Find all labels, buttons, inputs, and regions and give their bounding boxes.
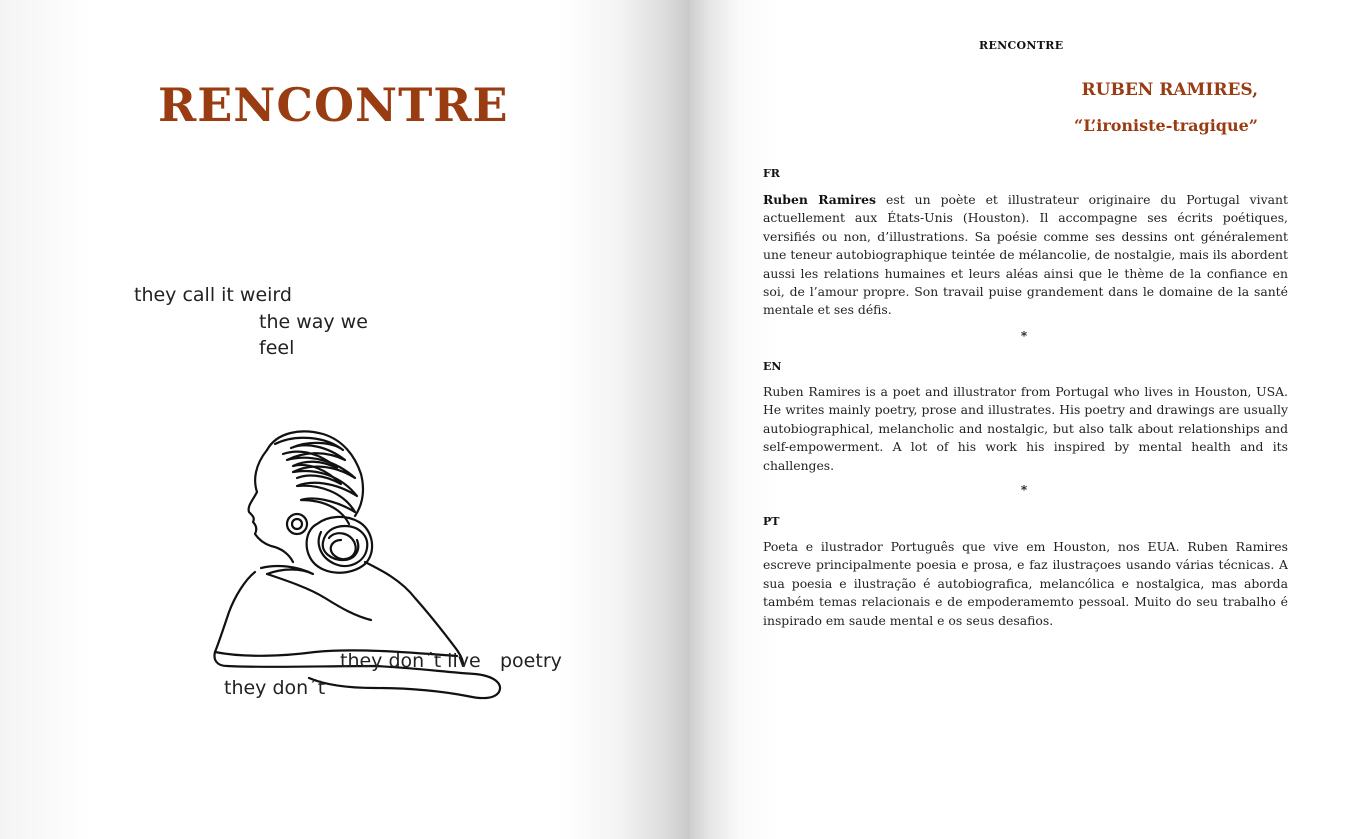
author-name: Ruben Ramires [763,192,877,207]
poem-line-1: they call it weird [134,284,292,306]
lang-label-fr: FR [763,167,780,180]
article-subtitle: “L’ironiste-tragique” [1074,116,1258,135]
article-title: RUBEN RAMIRES, [1081,80,1258,100]
poem-line-6: they don´t [224,677,326,699]
poem-line-2: the way we [259,311,368,333]
paragraph-en: Ruben Ramires is a poet and illustrator from Portugal who lives in Houston, USA. He writes mainly poetry, prose and illustrates. His poetry and drawings are usually autobiographical, melancholic and nostalgic, but also talk about relationships and self-empowerment. A lot of his work his inspired by mental health and its challenges. [763,384,1288,473]
paragraph-fr [763,191,1288,320]
lang-label-pt: PT [763,515,780,528]
woman-line-drawing [205,420,515,720]
lang-label-en: EN [763,360,782,373]
running-head: RENCONTRE [979,39,1064,52]
poem-line-3: feel [259,337,295,359]
section-separator: * [1020,483,1028,497]
paragraph-fr-text: est un poète et illustrateur originaire du Portugal vivant actuellement aux États-Unis (Houston). Il accompagne ses écrits poétiques, versifiés ou non, d’illustrations. Sa poésie comme ses dessins ont généralement une teneur autobiographique teintée de mélancolie, de nostalgie, mais ils abordent aussi les relations humaines et leurs aléas ainsi que le thème de la confiance en soi, de l’amour propre. Son travail puise grandement dans le domaine de la santé mentale et ses défis. [763,192,1288,318]
poem-line-5: poetry [500,650,562,672]
paragraph-pt: Poeta e ilustrador Português que vive em Houston, nos EUA. Ruben Ramires escreve principalmente poesia e prosa, e faz ilustraçoes usando várias técnicas. A sua poesia e ilustração é autobiografica, melancólica e nostalgica, mas aborda também temas relacionais e de empoderamemto pessoal. Muito do seu trabalho é inspirado em saude mental e os seus desafios. [763,539,1288,628]
section-separator: * [1020,329,1028,343]
section-title: RENCONTRE [158,78,509,132]
poem-line-4: they don´t live [340,650,481,672]
